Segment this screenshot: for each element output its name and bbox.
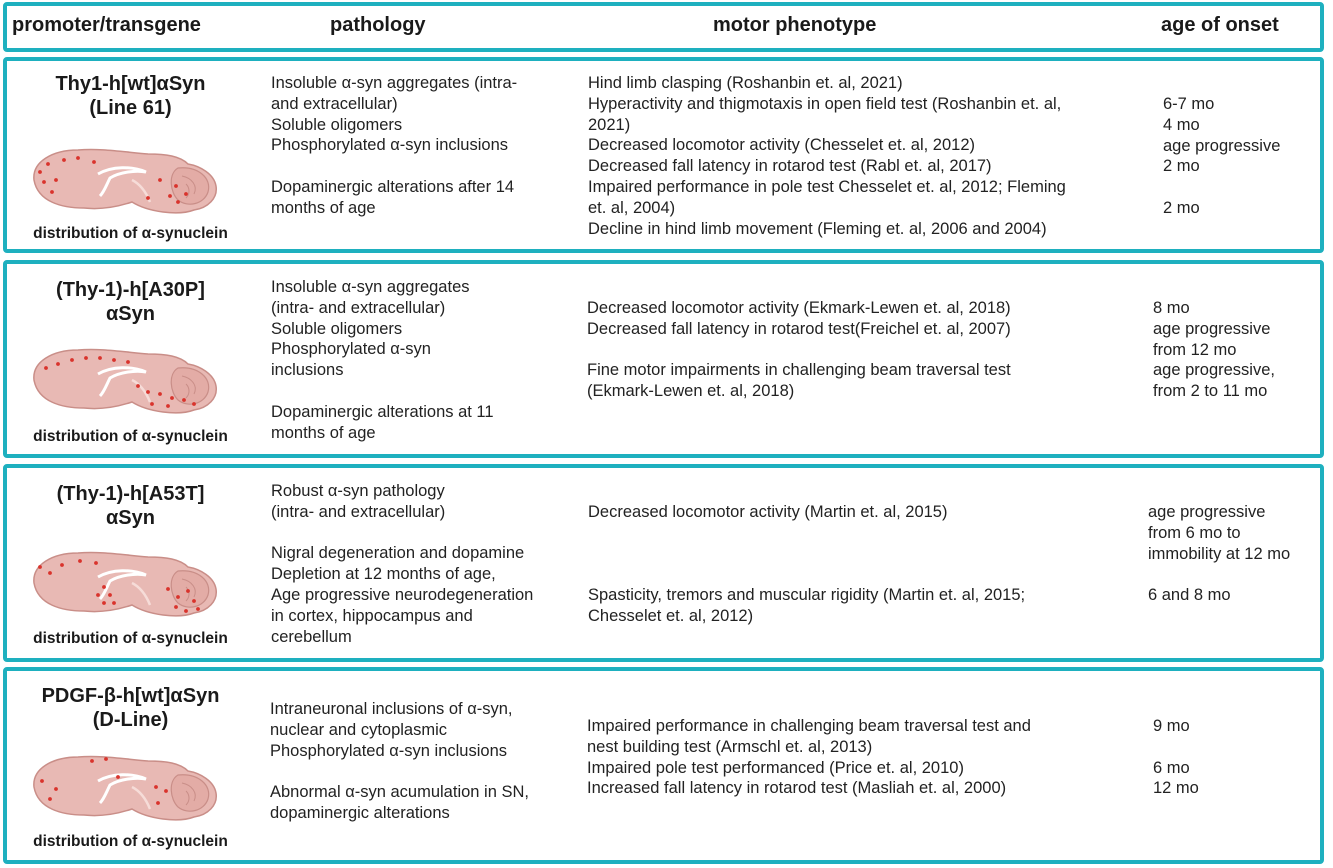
text-line: Nigral degeneration and dopamine <box>271 544 525 563</box>
text-line: Decreased fall latency in rotarod test(Freichel et. al, 2007) <box>587 319 1011 338</box>
alpha-synuclein-dot <box>164 789 168 793</box>
motor-phenotype-list <box>588 73 1066 239</box>
text-line: Dopaminergic alterations at 11 <box>271 402 494 421</box>
title-line: PDGF-β-h[wt]αSyn <box>41 685 220 707</box>
text-line: 2 mo <box>1163 157 1200 176</box>
text-line: from 2 to 11 mo <box>1153 382 1268 401</box>
alpha-synuclein-dot <box>48 571 52 575</box>
alpha-synuclein-dot <box>48 797 52 801</box>
text-line <box>1163 177 1280 198</box>
alpha-synuclein-dot <box>158 178 162 182</box>
row-title <box>8 72 253 120</box>
text-line: Decreased fall latency in rotarod test (Rabl et. al, 2017) <box>588 157 992 176</box>
alpha-synuclein-dot <box>168 194 172 198</box>
text-line: age progressive <box>1163 136 1281 155</box>
text-line: (Ekmark-Lewen et. al, 2018) <box>587 382 795 401</box>
header-promoter: promoter/transgene <box>12 14 201 36</box>
alpha-synuclein-dot <box>154 785 158 789</box>
text-line <box>270 761 529 782</box>
alpha-synuclein-dot <box>176 200 180 204</box>
text-line <box>587 340 1011 361</box>
text-line: from 12 mo <box>1153 340 1237 359</box>
alpha-synuclein-dot <box>186 589 190 593</box>
alpha-synuclein-dot <box>42 180 46 184</box>
text-line: 2 mo <box>1163 198 1200 217</box>
alpha-synuclein-dot <box>92 160 96 164</box>
alpha-synuclein-dot <box>156 801 160 805</box>
text-line: 12 mo <box>1153 779 1199 798</box>
text-line: Decreased locomotor activity (Chesselet et. al, 2012) <box>588 136 976 155</box>
text-line: immobility at 12 mo <box>1148 544 1291 563</box>
text-line: Soluble oligomers <box>271 319 403 338</box>
text-line: Phosphorylated α-syn <box>271 340 431 359</box>
pathology-list <box>270 699 529 824</box>
alpha-synuclein-dot <box>176 595 180 599</box>
text-line: Decreased locomotor activity (Martin et. al, 2015) <box>588 503 948 521</box>
header-age-of-onset: age of onset <box>1161 14 1279 36</box>
alpha-synuclein-dot <box>150 402 154 406</box>
alpha-synuclein-dot <box>70 358 74 362</box>
text-line: from 6 mo to <box>1148 523 1241 542</box>
text-line <box>1148 564 1290 585</box>
text-line: age progressive, <box>1153 361 1275 380</box>
alpha-synuclein-dot <box>104 757 108 761</box>
title-line: (Thy-1)-h[A53T] <box>56 483 205 505</box>
alpha-synuclein-dot <box>166 587 170 591</box>
title-line: αSyn <box>106 507 155 529</box>
pathology-list <box>271 481 533 647</box>
age-of-onset-list <box>1163 94 1280 219</box>
text-line <box>588 564 1025 585</box>
text-line <box>271 523 533 544</box>
age-of-onset-list <box>1153 298 1275 402</box>
text-line <box>271 156 517 177</box>
brain-distribution-image <box>28 340 218 418</box>
alpha-synuclein-dot <box>108 593 112 597</box>
text-line: (intra- and extracellular) <box>271 502 446 521</box>
text-line: Insoluble α-syn aggregates (intra- <box>271 74 518 92</box>
alpha-synuclein-dot <box>56 362 60 366</box>
text-line: Dopaminergic alterations after 14 <box>271 177 515 196</box>
alpha-synuclein-dot <box>182 398 186 402</box>
alpha-synuclein-dot <box>192 402 196 406</box>
text-line: Increased fall latency in rotarod test (Masliah et. al, 2000) <box>587 779 1007 798</box>
alpha-synuclein-dot <box>174 605 178 609</box>
row-title <box>8 684 253 732</box>
text-line: Chesselet et. al, 2012) <box>588 606 754 625</box>
text-line <box>588 523 1025 544</box>
text-line: dopaminergic alterations <box>270 803 450 822</box>
distribution-label: distribution of α-synuclein <box>33 225 228 242</box>
distribution-label: distribution of α-synuclein <box>33 833 228 850</box>
alpha-synuclein-dot <box>78 559 82 563</box>
text-line: Spasticity, tremors and muscular rigidity (Martin et. al, 2015; <box>588 586 1026 605</box>
text-line: 4 mo <box>1163 115 1200 134</box>
alpha-synuclein-dot <box>94 561 98 565</box>
alpha-synuclein-dot <box>112 358 116 362</box>
text-line: Fine motor impairments in challenging beam traversal test <box>587 361 1011 380</box>
alpha-synuclein-dot <box>90 759 94 763</box>
alpha-synuclein-dot <box>192 599 196 603</box>
text-line: inclusions <box>271 361 344 380</box>
text-line: Phosphorylated α-syn inclusions <box>271 136 508 155</box>
alpha-synuclein-dot <box>44 366 48 370</box>
text-line: Hind limb clasping (Roshanbin et. al, 2021) <box>588 74 903 92</box>
text-line: and extracellular) <box>271 94 398 113</box>
header-box <box>3 2 1324 52</box>
text-line: age progressive <box>1153 319 1271 338</box>
text-line: Decline in hind limb movement (Fleming et. al, 2006 and 2004) <box>588 219 1047 238</box>
alpha-synuclein-dot <box>184 192 188 196</box>
text-line: et. al, 2004) <box>588 198 676 217</box>
distribution-label: distribution of α-synuclein <box>33 630 228 647</box>
title-line: Thy1-h[wt]αSyn <box>55 73 206 95</box>
text-line: Intraneuronal inclusions of α-syn, <box>270 700 513 718</box>
alpha-synuclein-dot <box>98 356 102 360</box>
alpha-synuclein-dot <box>102 601 106 605</box>
text-line: Age progressive neurodegeneration <box>271 585 534 604</box>
age-of-onset-list <box>1148 502 1290 606</box>
text-line: Impaired performance in pole test Chesselet et. al, 2012; Fleming <box>588 177 1066 196</box>
alpha-synuclein-dot <box>146 390 150 394</box>
pathology-list <box>271 73 517 219</box>
brain-distribution-image <box>28 140 218 218</box>
alpha-synuclein-dot <box>166 404 170 408</box>
title-line: αSyn <box>106 303 155 325</box>
alpha-synuclein-dot <box>38 565 42 569</box>
title-line: (Line 61) <box>89 97 172 119</box>
text-line: Hyperactivity and thigmotaxis in open field test (Roshanbin et. al, <box>588 94 1062 113</box>
row-title <box>8 278 253 326</box>
alpha-synuclein-dot <box>54 178 58 182</box>
text-line: Phosphorylated α-syn inclusions <box>270 741 507 760</box>
text-line: nest building test (Armschl et. al, 2013) <box>587 737 873 756</box>
text-line: nuclear and cytoplasmic <box>270 720 448 739</box>
text-line <box>271 381 494 402</box>
distribution-label: distribution of α-synuclein <box>33 428 228 445</box>
text-line: Depletion at 12 months of age, <box>271 565 496 584</box>
text-line: months of age <box>271 423 376 442</box>
text-line: in cortex, hippocampus and <box>271 606 473 625</box>
text-line: Robust α-syn pathology <box>271 482 445 500</box>
text-line: 6 and 8 mo <box>1148 586 1231 605</box>
text-line <box>588 544 1025 565</box>
alpha-synuclein-dot <box>50 190 54 194</box>
alpha-synuclein-dot <box>112 601 116 605</box>
brain-distribution-image <box>28 543 218 621</box>
alpha-synuclein-dot <box>102 585 106 589</box>
alpha-synuclein-dot <box>146 196 150 200</box>
alpha-synuclein-dot <box>54 787 58 791</box>
header-motor-phenotype: motor phenotype <box>713 14 877 36</box>
alpha-synuclein-dot <box>38 170 42 174</box>
text-line: Abnormal α-syn acumulation in SN, <box>270 783 529 802</box>
text-line: 6 mo <box>1153 758 1190 777</box>
text-line: Impaired performance in challenging beam traversal test and <box>587 717 1031 735</box>
text-line: 9 mo <box>1153 717 1190 735</box>
alpha-synuclein-dot <box>60 563 64 567</box>
alpha-synuclein-dot <box>40 779 44 783</box>
text-line: Insoluble α-syn aggregates <box>271 278 470 296</box>
text-line: 6-7 mo <box>1163 95 1215 113</box>
alpha-synuclein-dot <box>126 360 130 364</box>
motor-phenotype-list <box>587 298 1011 402</box>
alpha-synuclein-dot <box>62 158 66 162</box>
text-line: months of age <box>271 198 376 217</box>
header-pathology: pathology <box>330 14 426 36</box>
text-line: (intra- and extracellular) <box>271 298 446 317</box>
alpha-synuclein-dot <box>136 384 140 388</box>
text-line: 2021) <box>588 115 631 134</box>
age-of-onset-list <box>1153 716 1199 799</box>
pathology-list <box>271 277 494 443</box>
row-title <box>8 482 253 530</box>
alpha-synuclein-dot <box>184 609 188 613</box>
alpha-synuclein-dot <box>76 156 80 160</box>
alpha-synuclein-dot <box>116 775 120 779</box>
alpha-synuclein-dot <box>46 162 50 166</box>
alpha-synuclein-dot <box>196 607 200 611</box>
alpha-synuclein-dot <box>96 593 100 597</box>
alpha-synuclein-dot <box>174 184 178 188</box>
motor-phenotype-list <box>588 502 1025 627</box>
brain-distribution-image <box>28 747 218 825</box>
text-line: 8 mo <box>1153 299 1190 317</box>
alpha-synuclein-dot <box>158 392 162 396</box>
alpha-synuclein-dot <box>170 396 174 400</box>
title-line: (D-Line) <box>92 709 169 731</box>
text-line <box>1153 737 1199 758</box>
text-line: Decreased locomotor activity (Ekmark-Lewen et. al, 2018) <box>587 299 1011 317</box>
motor-phenotype-list <box>587 716 1031 799</box>
text-line: Impaired pole test performanced (Price et. al, 2010) <box>587 758 964 777</box>
alpha-synuclein-dot <box>84 356 88 360</box>
text-line: age progressive <box>1148 503 1266 521</box>
title-line: (Thy-1)-h[A30P] <box>56 279 205 301</box>
text-line: Soluble oligomers <box>271 115 403 134</box>
text-line: cerebellum <box>271 627 352 646</box>
